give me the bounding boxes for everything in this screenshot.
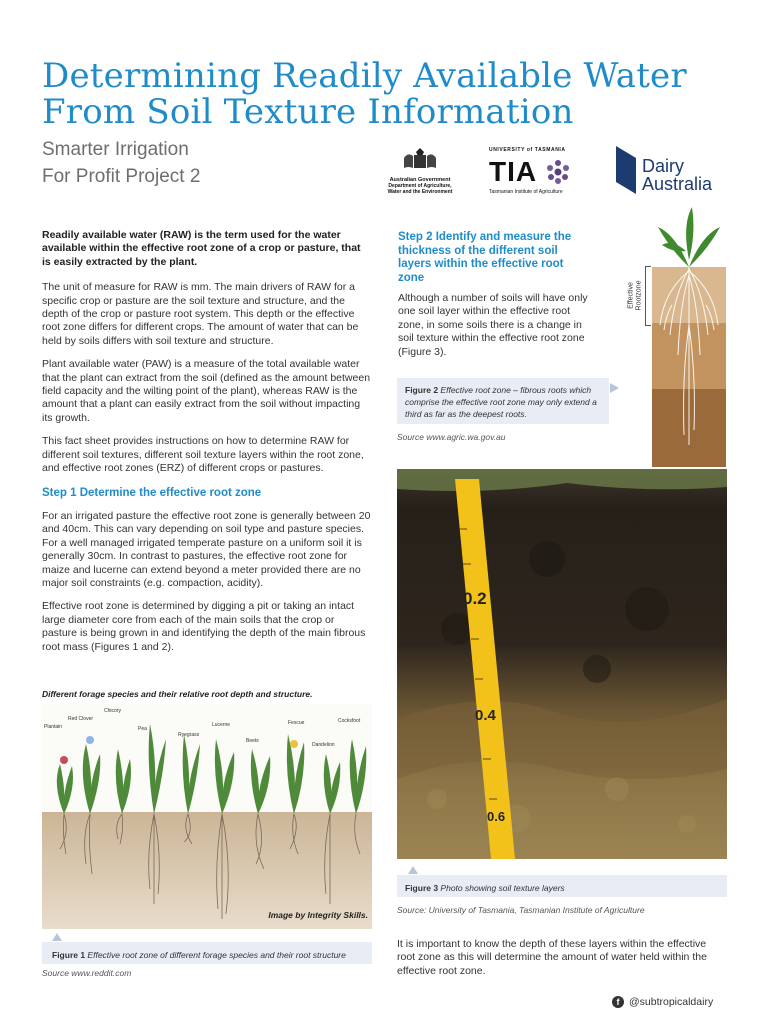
rootzone-bracket xyxy=(645,266,651,326)
species-label-pea: Pea xyxy=(138,726,147,732)
figure-2-caption-label: Figure 2 xyxy=(405,385,439,395)
paragraph-raw-units: The unit of measure for RAW is mm. The main drivers of RAW for a specific crop or pasture are the soil texture and structure, and the depth of the crop or pasture root system. This depth or the effective root zone differs for different crops. The amount of water that can be held by soils differs with soil texture and structure. xyxy=(42,281,359,347)
figure-2-caption-text: Effective root zone – fibrous roots which comprise the effective root zone may only extend a third as far as the deepest roots. xyxy=(405,385,597,419)
figure-3-image xyxy=(397,469,727,859)
figure-2-source: Source www.agric.wa.gov.au xyxy=(397,432,506,442)
figure-3-caption-text: Photo showing soil texture layers xyxy=(438,883,565,893)
gov-name: Australian Government xyxy=(389,177,451,183)
dairy-australia-mark-icon xyxy=(616,146,636,194)
figure-2-caption xyxy=(397,378,609,420)
effective-rootzone-diagram xyxy=(652,205,726,467)
gov-dept-line-2: Water and the Environment xyxy=(387,189,453,195)
page-subtitle xyxy=(42,136,200,190)
figure-3-caption xyxy=(397,875,727,894)
species-label-plantain: Plantain xyxy=(44,724,63,730)
figure-1-credit: Image by Integrity Skills. xyxy=(268,910,368,920)
figure-2-caption-box xyxy=(397,378,609,424)
title-line-1: Determining Readily Available Water xyxy=(42,56,687,96)
page-title xyxy=(42,58,742,130)
tia-subtitle: Tasmanian Institute of Agriculture xyxy=(489,189,563,195)
ruler-mark-0-6: 0.6 xyxy=(487,809,506,824)
figure-1-caption xyxy=(42,942,372,961)
gov-dept-line-1: Department of Agriculture, xyxy=(388,183,452,189)
australian-government-logo xyxy=(382,146,458,195)
species-label-dandelion: Dandelion xyxy=(312,742,335,748)
figure-2-image xyxy=(652,205,726,467)
left-column xyxy=(42,229,372,654)
paragraph-dig-pit: Effective root zone is determined by digging a pit or taking an intact large diameter core from each of the main soils that the crop or pasture is being grown in and identifying the depth of the main fibrous root mass (Figures 1 and 2). xyxy=(42,600,366,653)
soil-profile-photo xyxy=(397,469,727,859)
utas-name: UNIVERSITY of TASMANIA xyxy=(489,147,566,153)
paragraph-fact-sheet: This fact sheet provides instructions on how to determine RAW for different soil textures, different soil texture layers within the root zone, and effective root zones (ERZ) of different crops or pastures. xyxy=(42,435,364,475)
coat-of-arms-icon xyxy=(400,146,440,172)
ruler-mark-0-4: 0.4 xyxy=(475,707,496,724)
figure-3-caption-box xyxy=(397,875,727,897)
figure-3-caption-label: Figure 3 xyxy=(405,883,439,893)
effective-rootzone-label xyxy=(626,266,644,324)
subtitle-line-1: Smarter Irrigation xyxy=(42,139,189,160)
figure-1-title: Different forage species and their relative root depth and structure. xyxy=(42,689,313,699)
species-label-ryegrass: Ryegrass xyxy=(178,732,200,738)
paragraph-paw: Plant available water (PAW) is a measure of the total available water that the plant can extract from the soil (defined as the amount between field capacity and the wilting point of the plant), whereas RAW is the amount that a plant can easily extract from the soil without impacting its growth. xyxy=(42,358,371,424)
species-label-lucerne: Lucerne xyxy=(212,722,231,728)
intro-paragraph: Readily available water (RAW) is the term used for the water available within the effective root zone of a crop or pasture, that is easily extracted by the plant. xyxy=(42,229,361,268)
dairy-australia-logo xyxy=(616,146,726,196)
species-label-fescue: Fescue xyxy=(288,720,305,726)
paragraph-pasture-zone: For an irrigated pasture the effective root zone is generally between 20 and 40cm. This can vary depending on soil type and pasture species. For a well managed irrigated temperate pasture on a uniform soil it is generally 30cm. In contrast to pastures, the effective root zone for maize and lucerne can extend beyond a meter provided there are no major soil constraints (e.g. compaction, acidity). xyxy=(42,510,371,590)
species-label-chicory: Chicory xyxy=(104,708,121,714)
figure-1-caption-label: Figure 1 xyxy=(52,950,86,960)
forage-species-illustration xyxy=(42,704,372,929)
species-label-beets: Beets xyxy=(246,738,259,744)
social-handle: @subtropicaldairy xyxy=(629,996,714,1008)
paragraph-layer-depth: It is important to know the depth of these layers within the effective root zone as this will determine the amount of water held within the effective root zone. xyxy=(397,938,707,977)
step-1-heading: Step 1 Determine the effective root zone xyxy=(42,486,262,499)
figure-3-source: Source: University of Tasmania, Tasmanian Institute of Agriculture xyxy=(397,905,645,915)
figure-2-pointer-icon xyxy=(610,383,619,393)
figure-1-caption-box xyxy=(42,942,372,964)
dairy-line-1: Dairy xyxy=(642,156,685,176)
facebook-icon: f xyxy=(612,996,624,1008)
species-label-red-clover: Red Clover xyxy=(68,716,94,722)
ruler-mark-0-2: 0.2 xyxy=(463,589,487,608)
figure-1-image xyxy=(42,704,372,929)
paragraph-soil-layers: Although a number of soils will have only one soil layer within the effective root zone, in some soils there is a change in soil texture within the effective root zone (Figure 3). xyxy=(398,292,588,358)
figure-1-pointer-icon xyxy=(52,933,62,941)
figure-1-caption-text: Effective root zone of different forage species and their root structure xyxy=(85,950,346,960)
subtitle-line-2: For Profit Project 2 xyxy=(42,166,201,187)
species-label-cocksfoot: Cocksfoot xyxy=(338,718,361,724)
dairy-line-2: Australia xyxy=(642,174,713,194)
tia-logo xyxy=(489,147,589,195)
figure-3-pointer-icon xyxy=(408,866,418,874)
figure-1-source: Source www.reddit.com xyxy=(42,968,132,978)
title-line-2: From Soil Texture Information xyxy=(42,92,574,132)
tia-flower-icon xyxy=(543,157,573,187)
tia-wordmark: TIA xyxy=(489,156,538,187)
effective-rootzone-text: Effective Rootzone xyxy=(627,280,642,311)
step-2-heading: Step 2 Identify and measure the thickness of the different soil layers within the effective root zone xyxy=(398,231,572,284)
footer-social[interactable] xyxy=(612,996,713,1008)
